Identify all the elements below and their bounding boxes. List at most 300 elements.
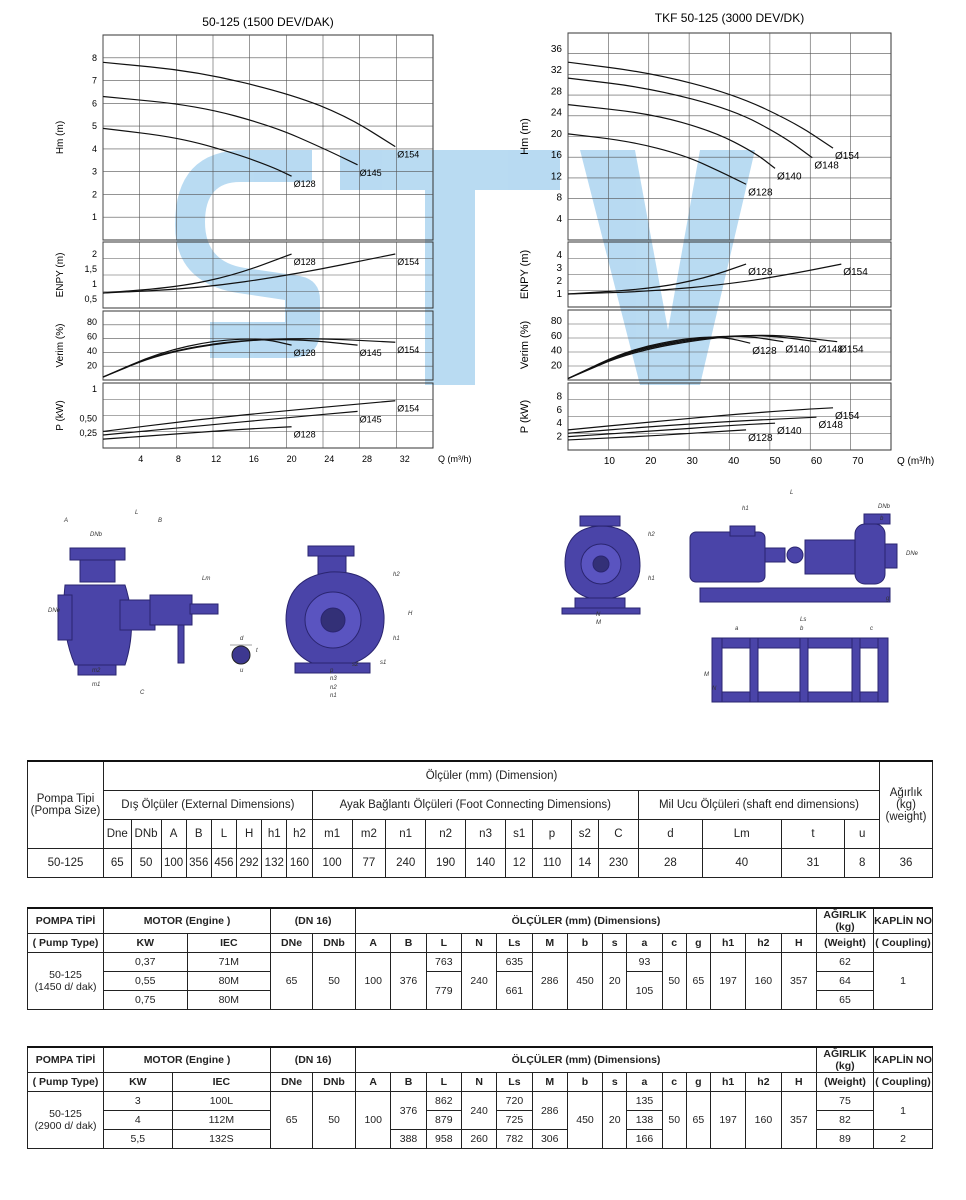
col-header-h: H bbox=[781, 934, 816, 953]
set-front-drawing bbox=[562, 516, 640, 614]
dnb-cell: 50 bbox=[313, 1092, 356, 1149]
motor-table-1450 bbox=[27, 907, 933, 1010]
col-header-m2: m2 bbox=[352, 820, 386, 849]
dimension-label: h2 bbox=[393, 572, 400, 578]
y-tick-label: 60 bbox=[550, 330, 562, 342]
y-tick-label: 7 bbox=[91, 75, 97, 86]
base-b-cell: 450 bbox=[567, 953, 602, 1010]
col-header-b: B bbox=[391, 1073, 426, 1092]
dimension-label: L bbox=[135, 510, 139, 516]
l-cell: 879 bbox=[426, 1111, 461, 1130]
motor-table-2900 bbox=[27, 1046, 933, 1149]
col-header-dnb: DNb bbox=[131, 820, 161, 849]
iec-cell: 132S bbox=[172, 1130, 270, 1149]
dimension-label: p bbox=[330, 668, 334, 674]
y-tick-label: 36 bbox=[550, 43, 562, 55]
dimensions-header: ÖLÇÜLER (mm) (Dimensions) bbox=[356, 908, 817, 934]
y-tick-label: 40 bbox=[550, 345, 562, 357]
y-tick-label: 8 bbox=[556, 391, 562, 403]
value-cell: 28 bbox=[638, 849, 702, 878]
dimension-label: DNb bbox=[90, 532, 103, 538]
n-cell: 240 bbox=[461, 953, 496, 1010]
coupling-header: KAPLİN NO bbox=[874, 1047, 933, 1073]
y-tick-label: 5 bbox=[91, 121, 97, 132]
value-cell: 240 bbox=[386, 849, 426, 878]
dimension-label: b bbox=[800, 626, 804, 632]
b-cell: 388 bbox=[391, 1130, 426, 1149]
col-header-c: c bbox=[662, 934, 686, 953]
series-label: Ø154 bbox=[835, 410, 860, 422]
series-label: Ø128 bbox=[293, 179, 316, 190]
value-cell: 456 bbox=[211, 849, 236, 878]
set-side-drawing bbox=[690, 514, 897, 602]
weight-header: AĞIRLIK (kg) bbox=[817, 908, 874, 934]
value-cell: 356 bbox=[186, 849, 211, 878]
iec-cell: 100L bbox=[172, 1092, 270, 1111]
col-header-b: B bbox=[391, 934, 426, 953]
n-cell: 260 bbox=[461, 1130, 496, 1149]
a-cell: 100 bbox=[356, 1092, 391, 1149]
coupling-cell: 1 bbox=[874, 953, 933, 1010]
col-header-iec: IEC bbox=[187, 934, 271, 953]
col-header-ls: Ls bbox=[497, 934, 532, 953]
series-label: Ø145 bbox=[359, 348, 382, 359]
base-frame-drawing bbox=[712, 638, 888, 702]
kw-cell: 0,37 bbox=[104, 953, 188, 972]
col-header-h: H bbox=[781, 1073, 816, 1092]
series-label: Ø145 bbox=[359, 167, 382, 178]
col-header-lm: Lm bbox=[702, 820, 781, 849]
x-tick-label: 70 bbox=[852, 456, 864, 467]
x-tick-label: 20 bbox=[645, 456, 657, 467]
kw-cell: 0,75 bbox=[104, 991, 188, 1010]
pump-cell: 50-125 (1450 d/ dak) bbox=[28, 953, 104, 1010]
value-cell: 230 bbox=[598, 849, 638, 878]
pump-type-subheader: ( Pump Type) bbox=[28, 934, 104, 953]
x-tick-label: 24 bbox=[324, 454, 335, 464]
y-tick-label: 1,5 bbox=[84, 264, 97, 274]
dimension-label: u bbox=[240, 668, 244, 674]
dimension-label: N bbox=[712, 686, 717, 692]
dne-cell: 65 bbox=[271, 1092, 313, 1149]
col-header-dnb: DNb bbox=[313, 934, 356, 953]
weight-cell: 36 bbox=[880, 849, 933, 878]
col-header-n: N bbox=[461, 934, 496, 953]
col-header-h: H bbox=[237, 820, 262, 849]
dn-header: (DN 16) bbox=[271, 1047, 356, 1073]
y-tick-label: 8 bbox=[91, 52, 97, 63]
value-cell: 31 bbox=[781, 849, 845, 878]
value-cell: 77 bbox=[352, 849, 386, 878]
b-cell: 376 bbox=[391, 1092, 426, 1130]
x-tick-label: 60 bbox=[810, 456, 823, 467]
series-label: Ø128 bbox=[752, 346, 777, 358]
col-header-h1: h1 bbox=[710, 934, 745, 953]
dimension-label: a bbox=[735, 626, 739, 632]
weight-subheader: (Weight) bbox=[817, 1073, 874, 1092]
panel-frame bbox=[103, 35, 433, 240]
col-header-p: p bbox=[533, 820, 571, 849]
y-axis-label: Verim (%) bbox=[519, 320, 531, 370]
y-tick-label: 1 bbox=[91, 279, 97, 289]
weight-cell: 64 bbox=[817, 972, 874, 991]
col-header-l: L bbox=[426, 934, 461, 953]
ls-cell: 635 bbox=[497, 953, 532, 972]
value-cell: 8 bbox=[845, 849, 880, 878]
dimension-label: M bbox=[704, 672, 709, 678]
dimension-label: B bbox=[158, 518, 163, 524]
x-axis-label: Q (m³/h) bbox=[897, 456, 935, 467]
col-header-a: A bbox=[356, 1073, 391, 1092]
l-cell: 862 bbox=[426, 1092, 461, 1111]
s-cell: 20 bbox=[603, 1092, 627, 1149]
dimension-label: m2 bbox=[92, 668, 101, 674]
series-label: Ø154 bbox=[843, 267, 868, 279]
y-tick-label: 2 bbox=[91, 249, 97, 259]
y-tick-label: 1 bbox=[91, 383, 97, 394]
y-tick-label: 12 bbox=[550, 171, 562, 183]
value-cell: 140 bbox=[466, 849, 506, 878]
ls-cell: 725 bbox=[497, 1111, 532, 1130]
stv-watermark bbox=[175, 150, 755, 385]
coupling-header: KAPLİN NO bbox=[874, 908, 933, 934]
y-tick-label: 0,5 bbox=[84, 294, 97, 304]
x-tick-label: 32 bbox=[399, 454, 410, 464]
series-label: Ø140 bbox=[785, 344, 810, 356]
dimension-label: n1 bbox=[330, 693, 337, 699]
col-header-dne: DNe bbox=[271, 1073, 313, 1092]
y-tick-label: 4 bbox=[556, 213, 562, 225]
external-dims-header: Dış Ölçüler (External Dimensions) bbox=[104, 791, 313, 820]
value-cell: 50 bbox=[131, 849, 161, 878]
value-cell: 100 bbox=[161, 849, 186, 878]
col-header-s: s bbox=[603, 934, 627, 953]
a-small-cell: 105 bbox=[627, 972, 662, 1010]
x-tick-label: 40 bbox=[728, 456, 740, 467]
x-tick-label: 30 bbox=[686, 456, 698, 467]
dimension-label: h1 bbox=[742, 506, 749, 512]
col-header-a: A bbox=[356, 934, 391, 953]
dimension-label: Lm bbox=[202, 576, 211, 582]
series-label: Ø154 bbox=[835, 151, 860, 163]
value-cell: 292 bbox=[237, 849, 262, 878]
iec-cell: 112M bbox=[172, 1111, 270, 1130]
series-label: Ø128 bbox=[748, 187, 773, 199]
series-label: Ø148 bbox=[818, 344, 843, 356]
weight-cell: 65 bbox=[817, 991, 874, 1010]
dimension-label: s1 bbox=[380, 660, 387, 666]
col-header-dnb: DNb bbox=[313, 1073, 356, 1092]
col-header-b: b bbox=[567, 1073, 602, 1092]
series-label: Ø148 bbox=[818, 420, 843, 432]
series-label: Ø128 bbox=[748, 432, 773, 444]
col-header-dne: Dne bbox=[104, 820, 132, 849]
pump-side-drawing bbox=[58, 548, 218, 675]
a-small-cell: 138 bbox=[627, 1111, 662, 1130]
dimension-label: Ls bbox=[800, 617, 807, 623]
g-cell: 65 bbox=[686, 953, 710, 1010]
chart-title: 50-125 (1500 DEV/DAK) bbox=[202, 15, 334, 29]
m-cell: 306 bbox=[532, 1130, 567, 1149]
y-tick-label: 20 bbox=[550, 128, 562, 140]
dimension-label: s2 bbox=[352, 662, 359, 668]
col-header-s1: s1 bbox=[506, 820, 533, 849]
coupling-cell: 1 bbox=[874, 1092, 933, 1130]
pump-front-drawing bbox=[286, 546, 387, 673]
series-label: Ø128 bbox=[293, 429, 316, 440]
y-tick-label: 6 bbox=[556, 404, 562, 416]
col-header-n: N bbox=[461, 1073, 496, 1092]
col-header-l: L bbox=[211, 820, 236, 849]
series-label: Ø154 bbox=[839, 344, 864, 356]
col-header-iec: IEC bbox=[172, 1073, 270, 1092]
x-tick-label: 4 bbox=[138, 454, 144, 464]
value-cell: 12 bbox=[506, 849, 533, 878]
weight-cell: 75 bbox=[817, 1092, 874, 1111]
series-label: Ø140 bbox=[777, 171, 802, 183]
weight-header: Ağırlık (kg) (weight) bbox=[880, 761, 933, 849]
series-line bbox=[103, 401, 395, 432]
pump-type-header: Pompa Tipi (Pompa Size) bbox=[28, 761, 104, 849]
a-small-cell: 93 bbox=[627, 953, 662, 972]
dimension-label: N bbox=[596, 612, 601, 618]
pump-name-cell: 50-125 bbox=[28, 849, 104, 878]
col-header-c: C bbox=[598, 820, 638, 849]
h-cell: 357 bbox=[781, 1092, 816, 1149]
m-cell: 286 bbox=[532, 953, 567, 1010]
m-cell: 286 bbox=[532, 1092, 567, 1130]
y-tick-label: 80 bbox=[86, 316, 97, 327]
coupling-subheader: ( Coupling) bbox=[874, 934, 933, 953]
y-tick-label: 2 bbox=[556, 276, 562, 287]
y-tick-label: 3 bbox=[91, 166, 97, 177]
col-header-d: d bbox=[638, 820, 702, 849]
shaft-dims-header: Mil Ucu Ölçüleri (shaft end dimensions) bbox=[638, 791, 879, 820]
g-cell: 65 bbox=[686, 1092, 710, 1149]
coupling-cell: 2 bbox=[874, 1130, 933, 1149]
dimension-label: c bbox=[870, 626, 873, 632]
dimension-label: h2 bbox=[648, 532, 655, 538]
value-cell: 40 bbox=[702, 849, 781, 878]
x-tick-label: 20 bbox=[286, 454, 297, 464]
series-label: Ø148 bbox=[814, 160, 839, 172]
iec-cell: 80M bbox=[187, 972, 271, 991]
y-tick-label: 6 bbox=[91, 98, 97, 109]
y-tick-label: 40 bbox=[86, 345, 97, 356]
x-tick-label: 28 bbox=[361, 454, 373, 464]
col-header-a: A bbox=[161, 820, 186, 849]
col-header-h2: h2 bbox=[746, 934, 781, 953]
dimension-label: t bbox=[256, 648, 258, 654]
series-label: Ø128 bbox=[293, 257, 316, 267]
motor-header: MOTOR (Engine ) bbox=[104, 1047, 271, 1073]
h-cell: 357 bbox=[781, 953, 816, 1010]
c-cell: 50 bbox=[662, 953, 686, 1010]
y-axis-label: Hm (m) bbox=[519, 118, 531, 155]
y-tick-label: 20 bbox=[550, 360, 562, 372]
dimension-label: M bbox=[596, 620, 601, 626]
col-header-n1: n1 bbox=[386, 820, 426, 849]
a-small-cell: 135 bbox=[627, 1092, 662, 1111]
dn-header: (DN 16) bbox=[271, 908, 356, 934]
ls-cell: 720 bbox=[497, 1092, 532, 1111]
ls-cell: 782 bbox=[497, 1130, 532, 1149]
l-cell: 779 bbox=[426, 972, 461, 1010]
series-label: Ø145 bbox=[359, 414, 382, 425]
x-tick-label: 8 bbox=[175, 454, 181, 464]
y-tick-label: 4 bbox=[556, 250, 562, 261]
value-cell: 100 bbox=[312, 849, 352, 878]
chart-title: TKF 50-125 (3000 DEV/DK) bbox=[654, 11, 805, 25]
col-header-s: s bbox=[603, 1073, 627, 1092]
y-tick-label: 28 bbox=[550, 86, 562, 98]
pump-type-header: POMPA TİPİ bbox=[28, 1047, 104, 1073]
base-b-cell: 450 bbox=[567, 1092, 602, 1149]
col-header-dne: DNe bbox=[271, 934, 313, 953]
iec-cell: 80M bbox=[187, 991, 271, 1010]
dimensions-header: Ölçüler (mm) (Dimension) bbox=[104, 761, 880, 791]
weight-cell: 89 bbox=[817, 1130, 874, 1149]
dimension-label: L bbox=[790, 490, 794, 496]
col-header-ls: Ls bbox=[497, 1073, 532, 1092]
col-header-h1: h1 bbox=[710, 1073, 745, 1092]
col-header-a: a bbox=[627, 934, 662, 953]
series-label: Ø128 bbox=[293, 348, 316, 359]
series-label: Ø128 bbox=[748, 267, 773, 279]
foot-dims-header: Ayak Bağlantı Ölçüleri (Foot Connecting Dimensions) bbox=[312, 791, 638, 820]
col-header-c: c bbox=[662, 1073, 686, 1092]
col-header-m: M bbox=[532, 1073, 567, 1092]
y-tick-label: 0,25 bbox=[79, 428, 97, 439]
dimensions-header: ÖLÇÜLER (mm) (Dimensions) bbox=[356, 1047, 817, 1073]
dimension-label: n3 bbox=[330, 676, 337, 682]
h1-cell: 197 bbox=[710, 953, 745, 1010]
weight-header: AĞIRLIK (kg) bbox=[817, 1047, 874, 1073]
technical-drawings bbox=[0, 480, 966, 730]
y-tick-label: 2 bbox=[556, 431, 562, 443]
value-cell: 14 bbox=[571, 849, 598, 878]
iec-cell: 71M bbox=[187, 953, 271, 972]
pump-cell: 50-125 (2900 d/ dak) bbox=[28, 1092, 104, 1149]
value-cell: 65 bbox=[104, 849, 132, 878]
y-tick-label: 1 bbox=[556, 289, 562, 300]
y-axis-label: ENPY (m) bbox=[55, 252, 66, 298]
x-tick-label: 10 bbox=[603, 456, 615, 467]
y-tick-label: 20 bbox=[86, 360, 97, 371]
coupling-subheader: ( Coupling) bbox=[874, 1073, 933, 1092]
kw-cell: 4 bbox=[104, 1111, 173, 1130]
dimension-label: m1 bbox=[92, 682, 101, 688]
kw-cell: 5,5 bbox=[104, 1130, 173, 1149]
l-cell: 958 bbox=[426, 1130, 461, 1149]
dimension-label: DNe bbox=[48, 608, 61, 614]
value-cell: 190 bbox=[426, 849, 466, 878]
weight-subheader: (Weight) bbox=[817, 934, 874, 953]
x-tick-label: 12 bbox=[211, 454, 222, 464]
x-tick-label: 50 bbox=[769, 456, 781, 467]
dimension-label: h1 bbox=[393, 636, 400, 642]
weight-cell: 62 bbox=[817, 953, 874, 972]
x-tick-label: 16 bbox=[248, 454, 259, 464]
weight-cell: 82 bbox=[817, 1111, 874, 1130]
dimension-label: H bbox=[408, 611, 413, 617]
col-header-n2: n2 bbox=[426, 820, 466, 849]
col-header-b: B bbox=[186, 820, 211, 849]
series-label: Ø140 bbox=[777, 426, 802, 438]
h1-cell: 197 bbox=[710, 1092, 745, 1149]
kw-cell: 0,55 bbox=[104, 972, 188, 991]
value-cell: 160 bbox=[287, 849, 312, 878]
col-header-h2: h2 bbox=[746, 1073, 781, 1092]
pump-type-subheader: ( Pump Type) bbox=[28, 1073, 104, 1092]
y-tick-label: 32 bbox=[550, 65, 562, 77]
col-header-a: a bbox=[627, 1073, 662, 1092]
col-header-g: g bbox=[686, 934, 710, 953]
y-tick-label: 4 bbox=[556, 418, 562, 430]
motor-header: MOTOR (Engine ) bbox=[104, 908, 271, 934]
dimension-label: A bbox=[64, 518, 69, 524]
col-header-g: g bbox=[686, 1073, 710, 1092]
y-axis-label: Hm (m) bbox=[55, 120, 66, 155]
series-line bbox=[568, 78, 812, 158]
pump-type-header: POMPA TİPİ bbox=[28, 908, 104, 934]
y-axis-label: Verim (%) bbox=[55, 323, 66, 368]
col-header-kw: KW bbox=[104, 1073, 173, 1092]
dimension-label: C bbox=[140, 690, 145, 696]
col-header-b: b bbox=[567, 934, 602, 953]
y-tick-label: 1 bbox=[91, 212, 97, 223]
kw-cell: 3 bbox=[104, 1092, 173, 1111]
performance-charts bbox=[0, 0, 966, 475]
y-tick-label: 16 bbox=[550, 150, 562, 162]
l-cell: 763 bbox=[426, 953, 461, 972]
ls-cell: 661 bbox=[497, 972, 532, 1010]
y-tick-label: 4 bbox=[91, 143, 97, 154]
col-header-s2: s2 bbox=[571, 820, 598, 849]
dimension-table bbox=[27, 760, 933, 878]
dimension-label: DNe bbox=[906, 551, 919, 557]
y-tick-label: 24 bbox=[550, 107, 562, 119]
value-cell: 110 bbox=[533, 849, 571, 878]
col-header-u: u bbox=[845, 820, 880, 849]
y-tick-label: 0,50 bbox=[79, 413, 97, 424]
b-cell: 376 bbox=[391, 953, 426, 1010]
y-axis-label: ENPY (m) bbox=[519, 249, 531, 300]
n-cell: 240 bbox=[461, 1092, 496, 1130]
dimension-label: n2 bbox=[330, 685, 337, 691]
dnb-cell: 50 bbox=[313, 953, 356, 1010]
dimension-label: d bbox=[240, 636, 244, 642]
series-label: Ø154 bbox=[397, 257, 420, 267]
y-tick-label: 8 bbox=[556, 192, 562, 204]
c-cell: 50 bbox=[662, 1092, 686, 1149]
dimension-label: g bbox=[886, 596, 890, 602]
h2-cell: 160 bbox=[746, 953, 781, 1010]
dimension-label: b bbox=[880, 516, 884, 522]
series-line bbox=[568, 62, 833, 148]
a-small-cell: 166 bbox=[627, 1130, 662, 1149]
h2-cell: 160 bbox=[746, 1092, 781, 1149]
col-header-m: M bbox=[532, 934, 567, 953]
dimension-label: DNb bbox=[878, 504, 891, 510]
col-header-n3: n3 bbox=[466, 820, 506, 849]
y-axis-label: P (kW) bbox=[519, 399, 531, 434]
col-header-l: L bbox=[426, 1073, 461, 1092]
y-axis-label: P (kW) bbox=[55, 400, 66, 431]
x-axis-label: Q (m³/h) bbox=[438, 454, 472, 464]
col-header-h2: h2 bbox=[287, 820, 312, 849]
y-tick-label: 2 bbox=[91, 189, 97, 200]
